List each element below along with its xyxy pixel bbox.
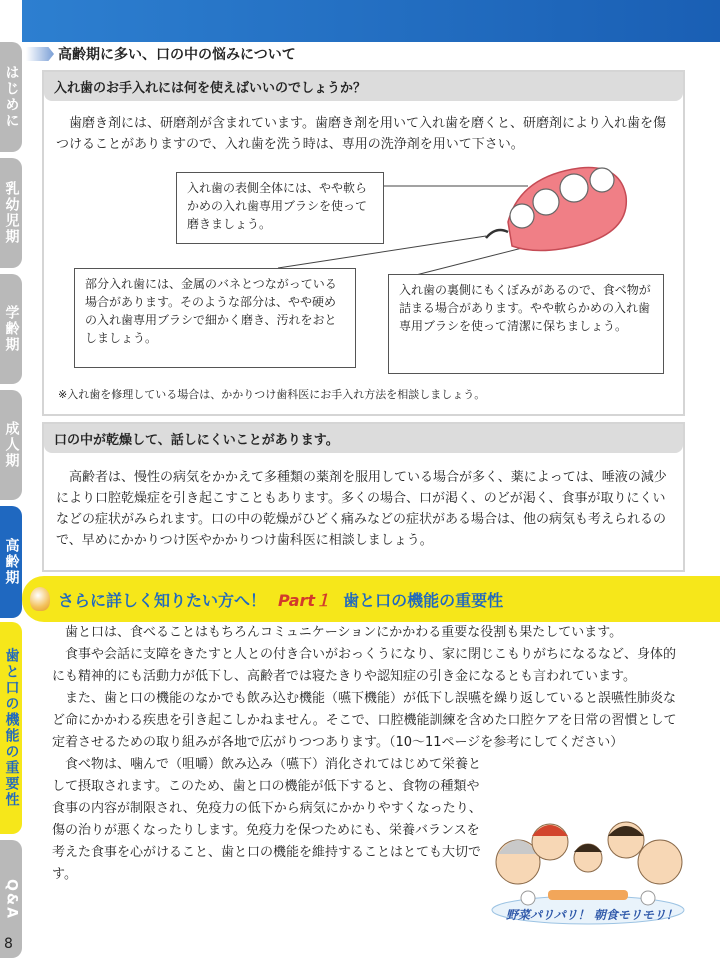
dry-mouth-body: 高齢者は、慢性の病気をかかえて多種類の薬剤を服用している場合が多く、薬によっては、唾液の減少により口腔乾燥症を引き起こすこともあります。多くの場合、口が渇く、のどが渇く、食事が取りにくいなどの症状がみられます。口の中の乾燥がひどく痛みなどの症状がある場合は、他の病気も考えられるので、早めにかかりつけ医やかかりつけ歯科医に相談しましょう。: [56, 470, 667, 548]
callout-denture-back: 入れ歯の裏側にもくぼみがあるので、食べ物が詰まる場合があります。やや軟らかめの入れ歯専用ブラシを使って清潔に保ちましょう。: [388, 274, 664, 374]
repair-note: ※入れ歯を修理している場合は、かかりつけ歯科医にお手入れ方法を相談しましょう。: [58, 388, 486, 401]
tab-school-age[interactable]: 学齢期: [0, 274, 22, 384]
callout-partial-denture: 部分入れ歯には、金属のバネとつながっている場合があります。そのような部分は、やや硬めの入れ歯専用ブラシで細かく磨き、汚れをおとしましょう。: [74, 268, 356, 368]
dry-mouth-heading: 口の中が乾燥して、話しにくいことがあります。: [44, 424, 683, 453]
banner-title: 歯と口の機能の重要性: [343, 590, 504, 610]
arrow-icon: [26, 47, 54, 61]
tab-oral-function[interactable]: 歯と口の機能の重要性: [0, 622, 22, 834]
tab-elderly[interactable]: 高齢期: [0, 506, 22, 618]
tab-adult[interactable]: 成人期: [0, 390, 22, 500]
tab-qa[interactable]: Q&A: [0, 840, 22, 958]
tab-introduction[interactable]: はじめに: [0, 42, 22, 152]
callout-denture-surface: 入れ歯の表側全体には、やや軟らかめの入れ歯専用ブラシを使って磨きましょう。: [176, 172, 384, 244]
section-title: [26, 44, 296, 64]
article-paragraph: 食事や会話に支障をきたすと人との付き合いがおっくうになり、家に閉じこもりがちになるなど、身体的にも精神的にも活動力が低下し、高齢者では寝たきりや認知症の引き金になるとも言われています。: [52, 647, 677, 684]
denture-care-body: 歯磨き剤には、研磨剤が含まれています。歯磨き剤を用いて入れ歯を磨くと、研磨剤により入れ歯を傷つけることがありますので、入れ歯を洗う時は、専用の洗浄剤を用いて下さい。: [56, 116, 666, 152]
lightbulb-icon: [30, 587, 50, 611]
banner-part: Part１: [278, 590, 332, 610]
header-bar: [22, 0, 720, 42]
tab-infancy[interactable]: 乳幼児期: [0, 158, 22, 268]
page-number: 8: [4, 936, 13, 952]
banner-lead: さらに詳しく知りたい方へ！: [58, 590, 267, 610]
article-paragraph: 歯と口は、食べることはもちろんコミュニケーションにかかわる重要な役割も果たしています。: [65, 625, 623, 640]
banner-text: [58, 588, 503, 611]
part1-banner: [22, 576, 720, 622]
denture-care-heading: 入れ歯のお手入れには何を使えばいいのでしょうか？: [44, 72, 683, 101]
illustration-caption: 野菜パリパリ！ 朝食モリモリ！: [506, 908, 678, 922]
article-paragraph: 食べ物は、噛んで（咀嚼）飲み込み（嚥下）消化されてはじめて栄養として摂取されます。このため、歯と口の機能が低下すると、食物の種類や食事の内容が制限され、免疫力の低下から病気にかかりやすくなったり、傷の治りが悪くなったりします。免疫力を保つためにも、栄養バランスを考えた食事を心がけること、歯と口の機能を維持することはとても大切です。: [52, 757, 482, 882]
dry-mouth-panel: [42, 422, 685, 572]
article-paragraph: また、歯と口の機能のなかでも飲み込む機能（嚥下機能）が低下し誤嚥を繰り返していると誤嚥性肺炎など命にかかわる疾患を引き起こしかねません。そこで、口腔機能訓練を含めた口腔ケアを日常の習慣として定着させるための取り組みが各地で広がりつつあります。（10～11ページを参考にしてください）: [52, 691, 677, 750]
section-title-text: 高齢期に多い、口の中の悩みについて: [58, 47, 296, 63]
